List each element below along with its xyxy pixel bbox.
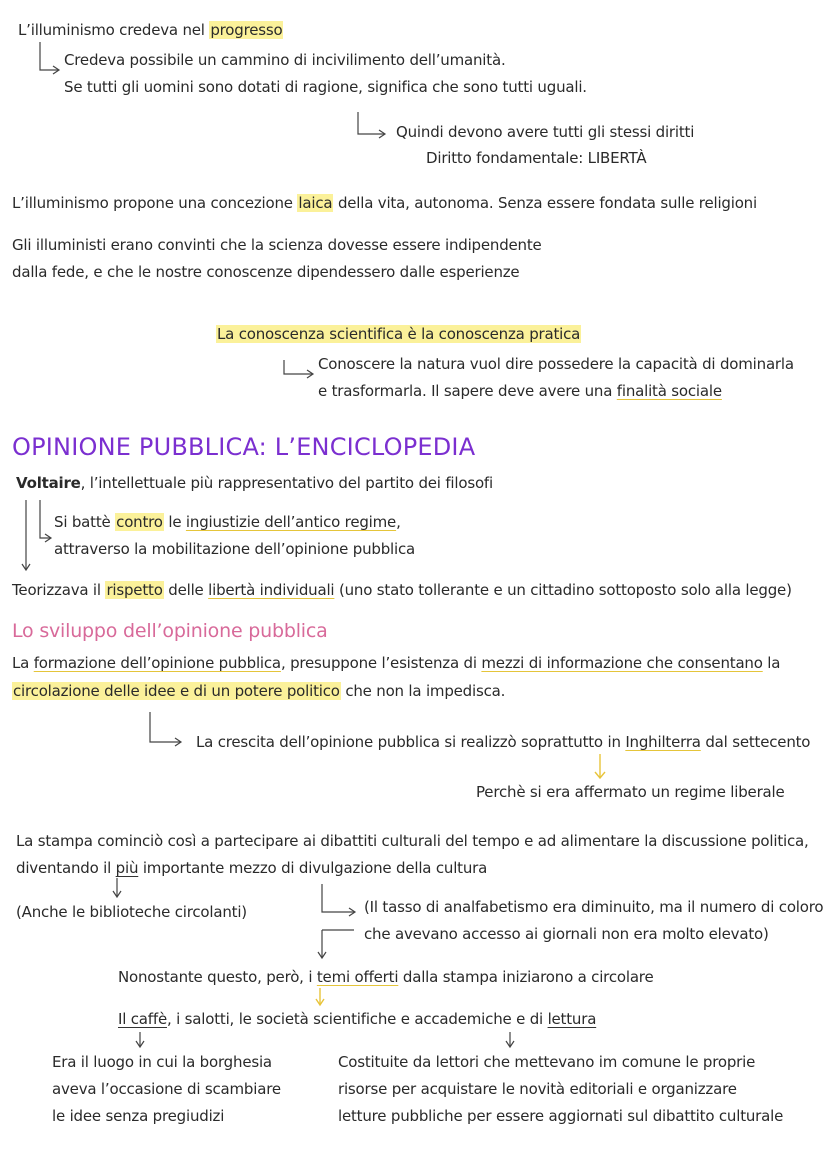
highlight-contro: contro — [116, 513, 163, 531]
text: (uno stato tollerante e un cittadino sottoposto solo alla legge) — [334, 581, 792, 599]
line-laica — [12, 193, 757, 213]
underline-finalita: finalità sociale — [616, 382, 722, 400]
text: Nonostante questo, però, i — [118, 968, 317, 986]
arrow-crescita-icon — [150, 712, 181, 746]
text: le — [163, 513, 186, 531]
highlight-circolazione: circolazione delle idee e di un potere politico — [13, 682, 340, 700]
text: Si battè — [54, 513, 116, 531]
line-uguali: Se tutti gli uomini sono dotati di ragione, significa che sono tutti uguali. — [64, 78, 587, 96]
highlight-laica: laica — [298, 194, 333, 212]
line-stampa: La stampa cominciò così a partecipare ai dibattiti culturali del tempo e ad alimentare la discussione politica, — [16, 832, 809, 850]
line-conoscenza — [216, 324, 581, 344]
line-borghesia-3: le idee senza pregiudizi — [52, 1107, 225, 1125]
arrow-voltaire-icon — [22, 500, 51, 570]
text: diventando il — [16, 859, 116, 877]
line-diritti: Quindi devono avere tutti gli stessi diritti — [396, 123, 695, 141]
text: dal settecento — [700, 733, 811, 751]
arrow-diritti-icon — [358, 112, 385, 138]
line-voltaire — [16, 473, 493, 493]
line-scienza: Gli illuministi erano convinti che la scienza dovesse essere indipendente — [12, 236, 542, 254]
text: Teorizzava il — [12, 581, 106, 599]
line-liberta: Diritto fondamentale: LIBERTÀ — [426, 149, 647, 167]
arrow-inghilterra-icon — [595, 754, 605, 778]
line-finalita — [318, 381, 722, 401]
arrow-piu-icon — [113, 878, 121, 897]
line-perche: Perchè si era affermato un regime liberale — [476, 783, 785, 801]
line-crescita — [196, 732, 810, 752]
underline-caffe: Il caffè — [118, 1010, 167, 1028]
voltaire-name: Voltaire — [16, 474, 81, 492]
underline-liberta: libertà individuali — [208, 581, 335, 599]
line-lettori-2: risorse per acquistare le novità editoriali e organizzare — [338, 1080, 737, 1098]
line-caffe — [118, 1009, 596, 1029]
line-teorizzava — [12, 580, 792, 600]
line-mobilitazione: attraverso la mobilitazione dell’opinione pubblica — [54, 540, 416, 558]
arrow-conoscenza-icon — [284, 360, 313, 378]
text: , l’intellettuale più rappresentativo del partito dei filosofi — [80, 474, 493, 492]
text: importante mezzo di divulgazione della cultura — [138, 859, 488, 877]
highlight-rispetto: rispetto — [106, 581, 163, 599]
underline-mezzi: mezzi di informazione che consentano — [481, 654, 763, 672]
underline-ingiustizie: ingiustizie dell’antico regime — [185, 513, 397, 531]
line-lettori-1: Costituite da lettori che mettevano im comune le proprie — [338, 1053, 756, 1071]
arrow-lettura-icon — [506, 1032, 514, 1047]
text: , presuppone l’esistenza di — [280, 654, 482, 672]
line-borghesia-1: Era il luogo in cui la borghesia — [52, 1053, 272, 1071]
text: dalla stampa iniziarono a circolare — [398, 968, 654, 986]
line-tasso: (Il tasso di analfabetismo era diminuito, ma il numero di coloro — [364, 898, 824, 916]
line-divulgazione — [16, 858, 487, 878]
line-natura: Conoscere la natura vuol dire possedere la capacità di dominarla — [318, 355, 794, 373]
highlight-progresso: progresso — [210, 21, 283, 39]
line-nonostante — [118, 967, 653, 987]
text: la — [762, 654, 781, 672]
highlight-conoscenza: La conoscenza scientifica è la conoscenza pratica — [217, 325, 581, 343]
line-progresso — [18, 20, 283, 40]
text: L’illuminismo credeva nel — [18, 21, 210, 39]
text: della vita, autonoma. Senza essere fondata sulle religioni — [333, 194, 757, 212]
arrow-tasso-icon — [318, 884, 355, 958]
text: L’illuminismo propone una concezione — [12, 194, 298, 212]
section-title: OPINIONE PUBBLICA: L’ENCICLOPEDIA — [12, 433, 476, 461]
line-circolazione — [12, 681, 505, 701]
line-accesso: che avevano accesso ai giornali non era molto elevato) — [364, 925, 769, 943]
line-fede: dalla fede, e che le nostre conoscenze dipendessero dalle esperienze — [12, 263, 520, 281]
underline-lettura: lettura — [547, 1010, 597, 1028]
text: e trasformarla. Il sapere deve avere una — [318, 382, 617, 400]
underline-temi: temi offerti — [316, 968, 399, 986]
text: che non la impedisca. — [340, 682, 506, 700]
underline-piu: più — [115, 859, 139, 877]
line-lettori-3: letture pubbliche per essere aggiornati sul dibattito culturale — [338, 1107, 784, 1125]
line-formazione — [12, 653, 780, 673]
text: , i salotti, le società scientifiche e accademiche e di — [167, 1010, 548, 1028]
line-battè — [54, 512, 401, 532]
line-borghesia-2: aveva l’occasione di scambiare — [52, 1080, 281, 1098]
underline-formazione: formazione dell’opinione pubblica — [33, 654, 281, 672]
line-biblioteche: (Anche le biblioteche circolanti) — [16, 903, 247, 921]
line-cammino: Credeva possibile un cammino di incivilimento dell’umanità. — [64, 51, 506, 69]
arrow-caffe-icon — [136, 1032, 144, 1047]
underline-inghilterra: Inghilterra — [625, 733, 701, 751]
text: , — [396, 513, 401, 531]
text: La — [12, 654, 34, 672]
text: La crescita dell’opinione pubblica si realizzò soprattutto in — [196, 733, 626, 751]
arrow-temi-icon — [316, 988, 324, 1005]
subtitle: Lo sviluppo dell’opinione pubblica — [12, 620, 328, 642]
arrow-progresso-icon — [40, 42, 59, 74]
text: delle — [163, 581, 209, 599]
